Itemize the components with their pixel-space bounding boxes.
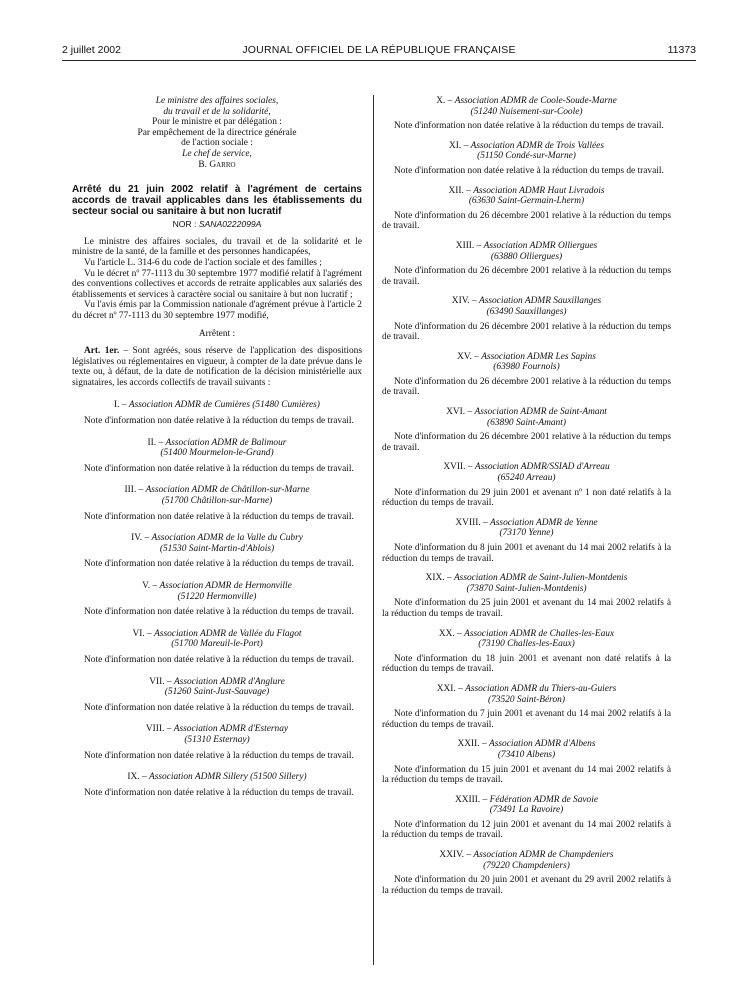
entry-note: Note d'information non datée relative à la réduction du temps de travail. xyxy=(84,702,354,713)
entry-number: XIII. – xyxy=(455,240,482,251)
nor-code: SANA0222099A xyxy=(198,219,262,230)
entry-city: (73410 Albens) xyxy=(497,749,556,760)
entry-note: Note d'information non datée relative à la réduction du temps de travail. xyxy=(84,654,354,665)
entry-name: Association ADMR de Cumières (51480 Cumières) xyxy=(128,400,320,411)
page-header xyxy=(62,44,696,60)
signature-line: Le chef de service, xyxy=(182,148,252,159)
entry-number: XXII. – xyxy=(457,739,487,750)
signature-line: Par empêchement de la directrice générale xyxy=(137,127,297,138)
entry-name: Association ADMR de Hermonville xyxy=(159,581,292,591)
signature-line: Pour le ministre et par délégation : xyxy=(152,117,282,128)
entry-note: Note d'information du 26 décembre 2001 relative à la réduction du temps de travail. xyxy=(382,321,671,343)
entry-heading xyxy=(72,533,362,554)
entry-heading xyxy=(382,296,671,317)
entry-name: Association ADMR de la Valle du Cubry xyxy=(151,533,303,544)
entry-note: Note d'information du 20 juin 2001 et avenant du 29 avril 2002 relatifs à la réduction du temps de travail. xyxy=(382,875,671,896)
entry-note: Note d'information non datée relative à la réduction du temps de travail. xyxy=(84,559,354,570)
entry-name: Association ADMR/SSIAD d'Arreau xyxy=(474,462,610,473)
entry-note: Note d'information non datée relative à la réduction du temps de travail. xyxy=(394,165,664,176)
list-item xyxy=(382,462,671,508)
signature-line: Le ministre des affaires sociales, xyxy=(155,96,279,106)
entry-name: Association ADMR de Challes-les-Eaux xyxy=(464,628,615,639)
entry-note: Note d'information non datée relative à la réduction du temps de travail. xyxy=(84,416,354,427)
entry-city: (51260 Saint-Just-Sauvage) xyxy=(164,687,270,698)
arretent-heading: Arrêtent : xyxy=(198,328,236,339)
entry-name: Association ADMR d'Anglure xyxy=(173,676,285,687)
entry-name: Association ADMR Les Sapins xyxy=(481,351,596,362)
entry-heading xyxy=(382,739,671,760)
entry-number: XXIV. – xyxy=(439,850,472,861)
nor-reference xyxy=(72,219,362,230)
list-item xyxy=(382,296,671,342)
preamble-paragraph: Le ministre des affaires sociales, du travail et de la solidarité et le ministre de la santé, de la famille et des personnes handicapées, xyxy=(72,236,362,258)
entry-city: (79220 Champdeniers) xyxy=(483,860,570,871)
entry-number: IX. – xyxy=(127,772,147,783)
entry-city: (63490 Sauxillanges) xyxy=(486,306,567,317)
entry-name: Association ADMR Sauxillanges xyxy=(478,296,602,307)
entry-number: VII. – xyxy=(149,676,172,687)
article-1 xyxy=(72,346,362,388)
entry-note: Note d'information non datée relative à la réduction du temps de travail. xyxy=(84,750,354,761)
signature-block xyxy=(72,96,362,170)
entry-note: Note d'information du 29 juin 2001 et avenant nº 1 non daté relatifs à la réduction du temps de travail. xyxy=(382,487,671,509)
entry-number: XX. – xyxy=(438,628,462,639)
entry-city: (51700 Mareuil-le-Port) xyxy=(171,639,263,650)
entry-city: (73190 Challes-les-Eaux) xyxy=(478,639,575,650)
entry-name: Association ADMR Haut Livradois xyxy=(473,185,605,196)
entry-name: Association ADMR du Thiers-au-Guiers xyxy=(465,683,617,694)
article-1-text: – Sont agréés, sous réserve de l'application des dispositions législatives ou réglementaires en vigueur, à compter de la date prévue dans le texte ou, à défaut, de la date de notification de la décision ministérielle aux signataires, les accords collectifs de travail suivants : xyxy=(72,346,362,388)
entry-heading xyxy=(382,462,671,483)
header-date: 2 juillet 2002 xyxy=(62,44,121,56)
entry-name: Association ADMR de Châtillon-sur-Marne xyxy=(145,485,310,496)
entry-number: VIII. – xyxy=(145,724,172,735)
entry-name: Association ADMR de Champdeniers xyxy=(473,850,614,861)
list-item xyxy=(382,850,671,896)
entry-note: Note d'information non datée relative à la réduction du temps de travail. xyxy=(84,511,354,522)
entry-heading xyxy=(72,629,362,650)
preamble-paragraph: Vu l'avis émis par la Commission nationale d'agrément prévue à l'article 2 du décret nº 77-1113 du 30 septembre 1977 modifié, xyxy=(72,300,362,321)
left-column xyxy=(72,96,362,809)
column-divider xyxy=(373,95,374,965)
preamble-paragraph: Vu le décret nº 77-1113 du 30 septembre 1977 modifié relatif à l'agrément des conventions collectives et accords de retraite applicables aux salariés des établissements et services à caractère social ou sanitaire à but non lucratif ; xyxy=(72,268,362,300)
entry-heading xyxy=(382,850,671,871)
entry-heading xyxy=(382,573,671,594)
signature-line: de l'action sociale : xyxy=(181,138,253,149)
entry-number: XVI. – xyxy=(446,407,473,418)
entry-note: Note d'information du 15 juin 2001 et avenant du 14 mai 2002 relatifs à la réduction du temps de travail. xyxy=(382,764,671,786)
entry-heading xyxy=(382,407,671,428)
entry-note: Note d'information du 26 décembre 2001 relative à la réduction du temps de travail. xyxy=(382,432,671,453)
entry-name: Association ADMR de Coole-Soude-Marne xyxy=(454,96,617,106)
list-item xyxy=(72,438,362,475)
entry-heading xyxy=(72,581,362,602)
list-item xyxy=(72,485,362,522)
entry-heading xyxy=(382,684,671,705)
entry-name: Association ADMR de Saint-Julien-Montdenis xyxy=(453,573,628,584)
entry-note: Note d'information non datée relative à la réduction du temps de travail. xyxy=(394,121,664,132)
entry-heading xyxy=(382,352,671,373)
list-item xyxy=(382,518,671,564)
entry-heading xyxy=(382,241,671,262)
entry-heading xyxy=(382,629,671,650)
entry-city: (51150 Condé-sur-Marne) xyxy=(477,151,576,162)
list-item xyxy=(72,581,362,618)
entry-number: XVIII. – xyxy=(455,517,488,528)
entry-heading xyxy=(72,677,362,698)
list-item xyxy=(382,629,671,675)
entry-name: Association ADMR de Balimour xyxy=(165,437,287,448)
entry-number: XV. – xyxy=(457,351,479,362)
entry-number: V. – xyxy=(142,581,158,591)
entry-note: Note d'information du 18 juin 2001 et avenant non daté relatifs à la réduction du temps de travail. xyxy=(382,653,671,675)
entry-note: Note d'information non datée relative à la réduction du temps de travail. xyxy=(84,787,354,798)
list-item xyxy=(382,795,671,841)
entry-city: (63630 Saint-Germain-Lherm) xyxy=(468,196,585,207)
entry-city: (51700 Châtillon-sur-Marne) xyxy=(161,496,273,507)
entry-number: XII. – xyxy=(448,185,471,196)
list-item xyxy=(382,96,671,132)
entry-city: (73870 Saint-Julien-Montdenis) xyxy=(466,583,587,594)
entry-name: Association ADMR d'Albens xyxy=(489,739,596,750)
nor-label: NOR : xyxy=(172,219,197,230)
entry-heading xyxy=(72,485,362,506)
list-item xyxy=(72,629,362,666)
entry-city: (51220 Hermonville) xyxy=(177,591,257,602)
preamble-paragraph: Vu l'article L. 314-6 du code de l'action sociale et des familles ; xyxy=(84,257,322,268)
entry-number: II. – xyxy=(147,437,164,448)
entry-heading xyxy=(382,96,671,117)
entries-list-right xyxy=(382,96,671,896)
entry-heading xyxy=(72,400,362,411)
list-item xyxy=(382,141,671,177)
list-item xyxy=(72,724,362,761)
list-item xyxy=(72,400,362,426)
entry-number: XI. – xyxy=(449,140,469,151)
entry-heading xyxy=(382,186,671,207)
entry-note: Note d'information du 8 juin 2001 et avenant du 14 mai 2002 relatifs à la réduction du temps de travail. xyxy=(382,543,671,564)
entry-note: Note d'information non datée relative à la réduction du temps de travail. xyxy=(84,607,354,618)
list-item xyxy=(382,352,671,398)
list-item xyxy=(382,573,671,619)
entry-number: XIX. – xyxy=(425,573,452,584)
entry-city: (73170 Yenne) xyxy=(499,528,554,539)
entry-note: Note d'information du 26 décembre 2001 relative à la réduction du temps de travail. xyxy=(382,266,671,287)
list-item xyxy=(72,772,362,798)
entry-number: XXIII. – xyxy=(454,794,488,805)
arrete-title: Arrêté du 21 juin 2002 relatif à l'agrément de certains accords de travail applicables dans les établissements du secteur social ou sanitaire à but non lucratif xyxy=(72,184,362,218)
entry-city: (51530 Saint-Martin-d'Ablois) xyxy=(159,543,275,554)
signature-line: du travail et de la solidarité, xyxy=(163,106,271,117)
entry-note: Note d'information du 26 décembre 2001 relative à la réduction du temps de travail. xyxy=(382,376,671,398)
entry-number: X. – xyxy=(436,96,453,106)
list-item xyxy=(382,241,671,287)
entry-name: Fédération ADMR de Savoie xyxy=(489,794,599,805)
entry-note: Note d'information du 25 juin 2001 et avenant du 14 mai 2002 relatifs à la réduction du temps de travail. xyxy=(382,598,671,619)
entry-name: Association ADMR de Trois Vallées xyxy=(470,140,604,151)
list-item xyxy=(382,739,671,785)
entry-heading xyxy=(382,141,671,162)
entry-heading xyxy=(72,772,362,783)
entry-name: Association ADMR d'Esternay xyxy=(173,724,289,735)
entry-city: (63890 Saint-Amant) xyxy=(487,417,566,428)
entry-city: (51310 Esternay) xyxy=(184,734,250,745)
entry-number: IV. – xyxy=(131,533,150,544)
entry-number: VI. – xyxy=(132,628,152,639)
entry-city: (51400 Mourmelon-le-Grand) xyxy=(160,448,274,459)
entry-name: Association ADMR Olliergues xyxy=(483,240,598,251)
entry-heading xyxy=(72,724,362,745)
entry-name: Association ADMR de Vallée du Flagot xyxy=(154,628,302,639)
list-item xyxy=(72,677,362,714)
entry-note: Note d'information du 7 juin 2001 et avenant du 14 mai 2002 relatifs à la réduction du temps de travail. xyxy=(382,709,671,730)
journal-title: JOURNAL OFFICIEL DE LA RÉPUBLIQUE FRANÇAISE xyxy=(242,44,516,56)
entry-city: (73520 Saint-Béron) xyxy=(488,694,565,705)
entry-heading xyxy=(72,438,362,459)
entry-city: (63980 Fournols) xyxy=(493,362,560,373)
right-column xyxy=(382,96,671,905)
list-item xyxy=(382,684,671,730)
entry-name: Association ADMR Sillery (51500 Sillery) xyxy=(149,772,307,783)
entry-heading xyxy=(382,518,671,539)
entry-number: I. – xyxy=(114,400,127,411)
header-rule xyxy=(62,60,696,61)
entry-note: Note d'information du 12 juin 2001 et avenant du 14 mai 2002 relatifs à la réduction du temps de travail. xyxy=(382,819,671,841)
entry-city: (51240 Nuisement-sur-Coole) xyxy=(470,106,583,117)
page-number: 11373 xyxy=(667,44,696,56)
entries-list-left xyxy=(72,400,362,798)
entry-city: (65240 Arreau) xyxy=(497,473,556,484)
entry-note: Note d'information du 26 décembre 2001 relative à la réduction du temps de travail. xyxy=(382,210,671,232)
entry-city: (63880 Olliergues) xyxy=(490,251,563,262)
preamble xyxy=(72,237,362,322)
entry-number: XIV. – xyxy=(451,296,477,307)
list-item xyxy=(72,533,362,570)
entry-name: Association ADMR de Yenne xyxy=(490,517,598,528)
list-item xyxy=(382,186,671,232)
entry-heading xyxy=(382,795,671,816)
list-item xyxy=(382,407,671,453)
entry-number: XXI. – xyxy=(436,683,463,694)
entry-number: XVII. – xyxy=(443,462,473,473)
entry-note: Note d'information non datée relative à la réduction du temps de travail. xyxy=(84,463,354,474)
entry-city: (73491 La Ravoire) xyxy=(489,805,564,816)
entry-number: III. – xyxy=(124,485,144,496)
article-1-label: Art. 1er. xyxy=(84,346,120,357)
signatory-name: B. Garro xyxy=(198,159,236,170)
entry-name: Association ADMR de Saint-Amant xyxy=(474,407,607,418)
